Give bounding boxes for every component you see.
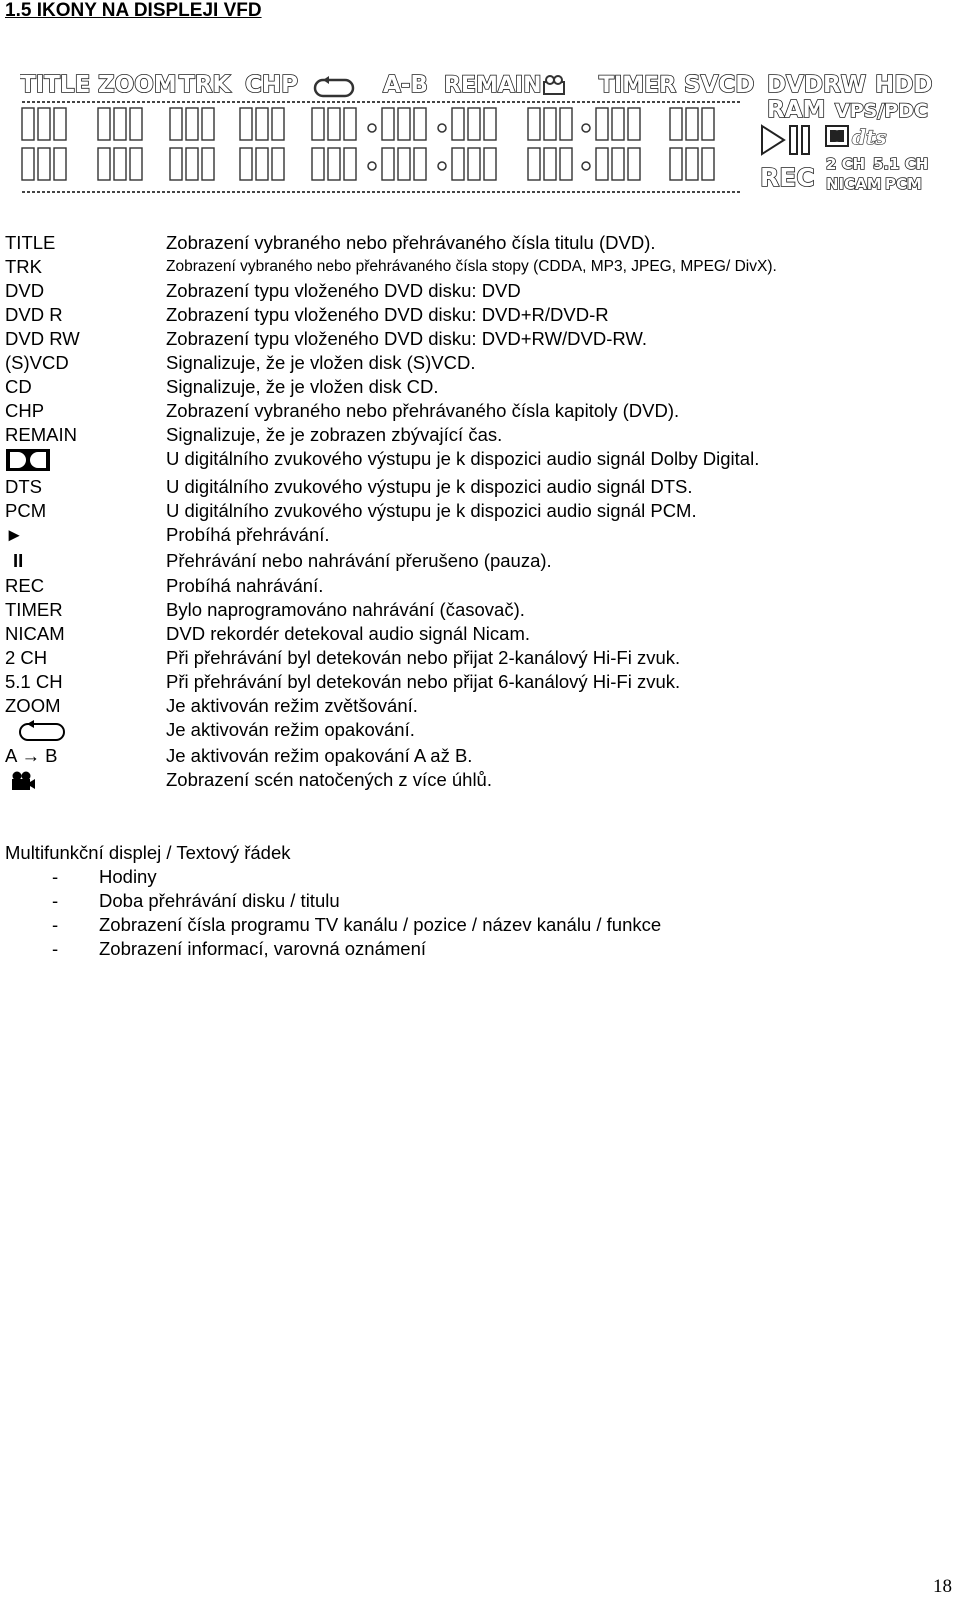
definition-desc: Zobrazení vybraného nebo přehrávaného čísla kapitoly (DVD). (166, 400, 680, 421)
definition-desc: Signalizuje, že je vložen disk CD. (166, 376, 439, 397)
list-item-text: Hodiny (99, 866, 157, 887)
definition-term: DVD R (5, 304, 63, 325)
definition-desc: U digitálního zvukového výstupu je k dispozici audio signál PCM. (166, 500, 697, 521)
vfd-label-vps-pdc: VPS/PDC (835, 100, 928, 122)
definition-term: REMAIN (5, 424, 77, 445)
definition-term: DTS (5, 476, 42, 497)
vfd-play-pause-icon (762, 126, 809, 154)
multifunction-display-title: Multifunkční displej / Textový řádek (5, 842, 291, 863)
definition-desc: Bylo naprogramováno nahrávání (časovač). (166, 599, 525, 620)
definition-desc: Zobrazení scén natočených z více úhlů. (166, 769, 492, 790)
list-dash: - (52, 914, 59, 935)
definition-term: DVD RW (5, 328, 80, 349)
vfd-label-ram: RAM (767, 97, 826, 123)
vfd-label-rec: REC (760, 163, 815, 192)
definition-term: (S)VCD (5, 352, 69, 373)
list-item (0, 914, 900, 938)
definition-term: REC (5, 575, 45, 596)
definition-term: TRK (5, 256, 42, 277)
definition-desc: Zobrazení vybraného nebo přehrávaného čísla stopy (CDDA, MP3, JPEG, MPEG/ DivX). (166, 258, 777, 275)
definition-term: 5.1 CH (5, 671, 63, 692)
definition-desc: Přehrávání nebo nahrávání přerušeno (pauza). (166, 550, 552, 571)
definition-term: A → B (5, 745, 58, 766)
vfd-label-timer: TIMER (599, 73, 677, 98)
dolby-digital-icon (5, 448, 51, 472)
vfd-label-51ch: 5.1 CH (873, 155, 929, 173)
play-icon: ► (5, 524, 24, 545)
repeat-icon (18, 719, 66, 743)
vfd-repeat-icon (315, 76, 353, 96)
vfd-label-nicam: NICAM (826, 175, 882, 193)
vfd-label-remain: REMAIN (444, 73, 542, 98)
vfd-dolby-dts-icon (826, 125, 886, 149)
list-dash: - (52, 890, 59, 911)
definition-term: CD (5, 376, 32, 397)
definition-term: ZOOM (5, 695, 61, 716)
definition-term: PCM (5, 500, 47, 521)
definition-desc: Je aktivován režim opakování. (166, 719, 415, 740)
definition-desc: Je aktivován režim zvětšování. (166, 695, 418, 716)
list-item (0, 866, 900, 890)
section-heading: 1.5 IKONY NA DISPLEJI VFD (5, 0, 262, 21)
definition-desc: U digitálního zvukového výstupu je k dispozici audio signál Dolby Digital. (166, 448, 760, 469)
vfd-label-title: TITLE (20, 72, 91, 98)
vfd-label-2ch: 2 CH (826, 155, 866, 173)
definition-desc: Zobrazení vybraného nebo přehrávaného čísla titulu (DVD). (166, 232, 656, 253)
definition-desc: Při přehrávání byl detekován nebo přijat 2-kanálový Hi-Fi zvuk. (166, 647, 681, 668)
definition-desc: Probíhá přehrávání. (166, 524, 330, 545)
vfd-label-a-b: A-B (383, 72, 428, 98)
multifunction-display-list (0, 866, 900, 962)
vfd-digit-group (22, 108, 714, 180)
definition-desc: DVD rekordér detekoval audio signál Nicam. (166, 623, 531, 644)
list-dash: - (52, 866, 59, 887)
vfd-display-illustration (20, 70, 950, 198)
list-item-text: Zobrazení čísla programu TV kanálu / pozice / název kanálu / funkce (99, 914, 662, 935)
definition-desc: Signalizuje, že je zobrazen zbývající čas. (166, 424, 503, 445)
list-item (0, 938, 900, 962)
vfd-label-zoom: ZOOM (98, 72, 177, 98)
vfd-label-chp: CHP (245, 72, 298, 98)
list-item (0, 890, 900, 914)
pause-icon: II (13, 550, 24, 571)
definition-term: 2 CH (5, 647, 48, 668)
vfd-label-pcm: PCM (885, 175, 922, 193)
definition-desc: Zobrazení typu vloženého DVD disku: DVD+RW/DVD-RW. (166, 328, 648, 349)
definition-desc: U digitálního zvukového výstupu je k dispozici audio signál DTS. (166, 476, 693, 497)
vfd-angle-icon (544, 76, 564, 94)
definition-desc: Zobrazení typu vloženého DVD disku: DVD (166, 280, 521, 301)
vfd-label-rw: RW (823, 72, 867, 98)
angle-icon (9, 769, 37, 792)
list-dash: - (52, 938, 59, 959)
definition-desc: Signalizuje, že je vložen disk (S)VCD. (166, 352, 476, 373)
vfd-label-trk: TRK (179, 72, 231, 98)
definition-desc: Je aktivován režim opakování A až B. (166, 745, 473, 766)
page-number: 18 (933, 1576, 952, 1597)
definition-desc: Zobrazení typu vloženého DVD disku: DVD+R/DVD-R (166, 304, 609, 325)
definition-term: DVD (5, 280, 45, 301)
definition-term: NICAM (5, 623, 65, 644)
definition-desc: Probíhá nahrávání. (166, 575, 324, 596)
list-item-text: Doba přehrávání disku / titulu (99, 890, 340, 911)
definition-term: CHP (5, 400, 45, 421)
vfd-label-svcd: SVCD (684, 72, 755, 98)
definition-term: TITLE (5, 232, 56, 253)
vfd-label-hdd: HDD (875, 72, 933, 98)
svg-text:dts: dts (852, 125, 887, 149)
definition-term: TIMER (5, 599, 63, 620)
list-item-text: Zobrazení informací, varovná oznámení (99, 938, 426, 959)
vfd-label-dvd: DVD (767, 72, 823, 98)
definition-desc: Při přehrávání byl detekován nebo přijat 6-kanálový Hi-Fi zvuk. (166, 671, 681, 692)
